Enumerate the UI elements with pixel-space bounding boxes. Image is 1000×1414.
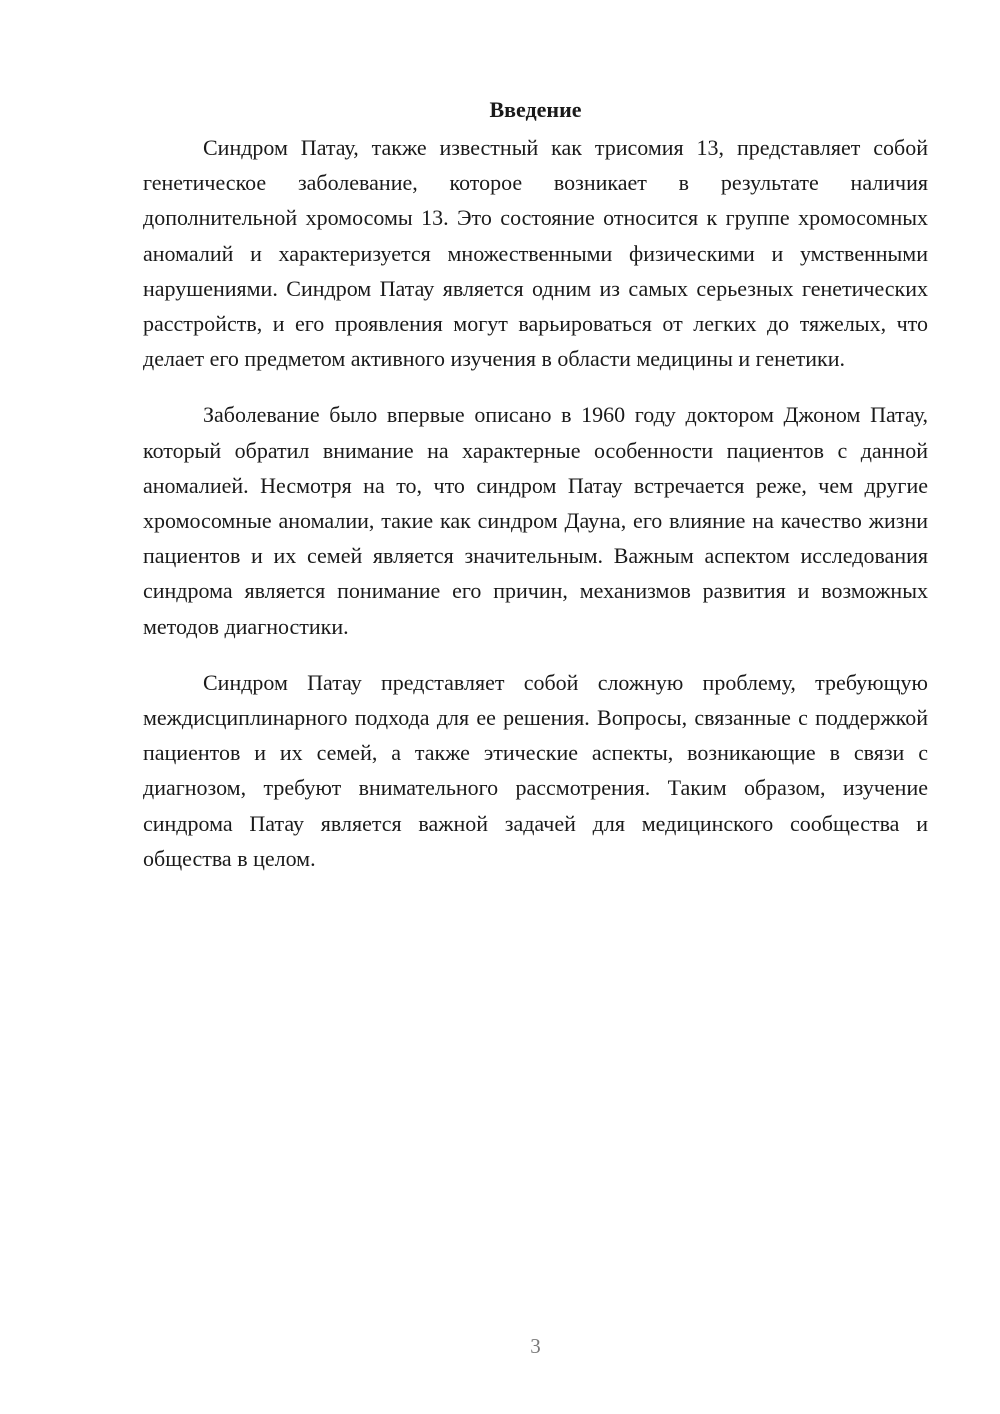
- page-body: [143, 92, 928, 897]
- paragraph-1: Синдром Патау, также известный как трисомия 13, представляет собой генетическое заболевание, которое возникает в результате наличия дополнительной хромосомы 13. Это состояние относится к группе хромосомных аномалий и характеризуется множественными физическими и умственными нарушениями. Синдром Патау является одним из самых серьезных генетических расстройств, и его проявления могут варьироваться от легких до тяжелых, что делает его предметом активного изучения в области медицины и генетики.: [143, 135, 928, 372]
- section-title: Введение: [489, 97, 582, 122]
- page-number: 3: [530, 1334, 541, 1358]
- paragraph-2: Заболевание было впервые описано в 1960 году доктором Джоном Патау, который обратил внимание на характерные особенности пациентов с данной аномалией. Несмотря на то, что синдром Патау встречается реже, чем другие хромосомные аномалии, такие как синдром Дауна, его влияние на качество жизни пациентов и их семей является значительным. Важным аспектом исследования синдрома является понимание его причин, механизмов развития и возможных методов диагностики.: [143, 402, 928, 639]
- paragraph-3: Синдром Патау представляет собой сложную проблему, требующую междисциплинарного подхода для ее решения. Вопросы, связанные с поддержкой пациентов и их семей, а также этические аспекты, возникающие в связи с диагнозом, требуют внимательного рассмотрения. Таким образом, изучение синдрома Патау является важной задачей для медицинского сообщества и общества в целом.: [143, 669, 928, 871]
